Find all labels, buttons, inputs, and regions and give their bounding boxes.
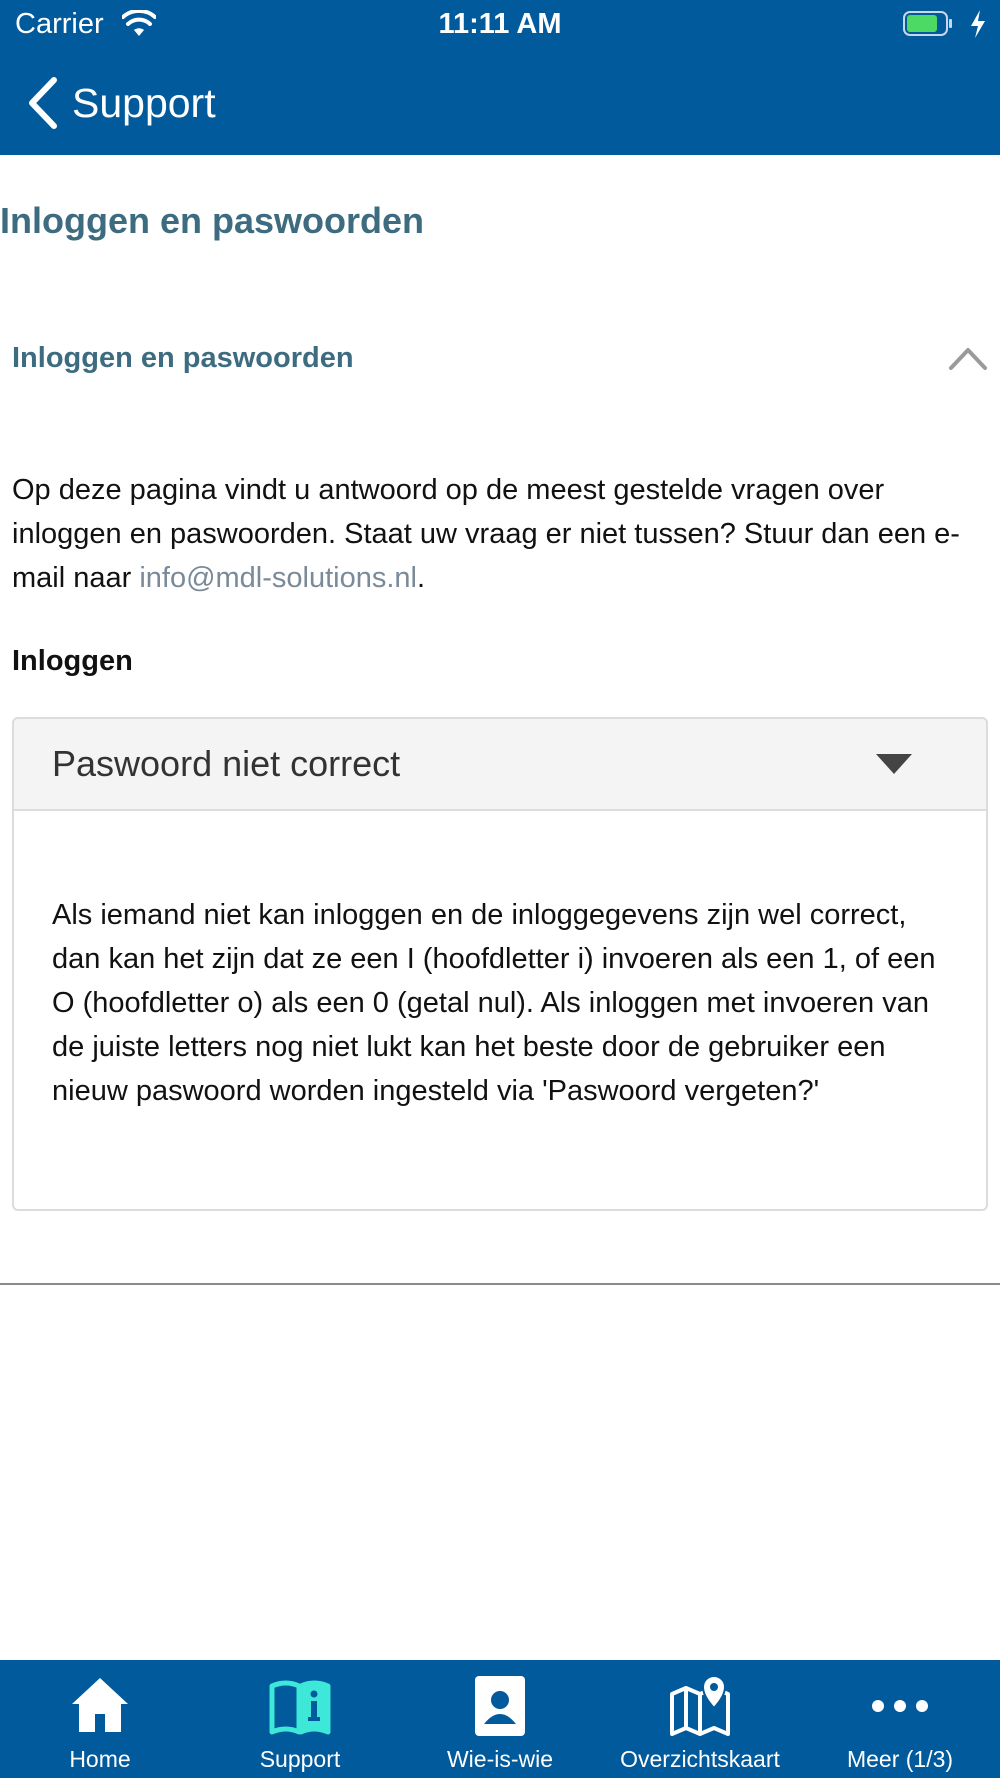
intro-paragraph	[12, 468, 982, 600]
map-pin-icon	[668, 1674, 732, 1738]
section-heading: Inloggen	[12, 645, 133, 677]
charging-icon	[968, 9, 988, 39]
status-time: 11:11 AM	[438, 8, 562, 40]
page-title: Inloggen en paswoorden	[0, 200, 425, 241]
battery-icon	[903, 11, 953, 36]
tab-bar	[0, 1660, 1000, 1778]
tab-home[interactable]	[0, 1660, 200, 1778]
chevron-left-icon	[26, 76, 60, 130]
book-info-icon	[268, 1674, 332, 1738]
tab-label: Overzichtskaart	[620, 1746, 780, 1772]
tab-label: Meer (1/3)	[846, 1746, 954, 1772]
faq-question-toggle[interactable]	[14, 719, 986, 811]
back-label: Support	[72, 79, 216, 126]
faq-panel	[12, 717, 988, 1211]
carrier-label: Carrier	[15, 8, 104, 40]
faq-answer: Als iemand niet kan inloggen en de inloggegevens zijn wel correct, dan kan het zijn dat ze een I (hoofdletter i) invoeren als een 1, of een O (hoofdletter o) als een 0 (getal nul). Als inloggen met invoeren van de juiste letters nog niet lukt kan het beste door de gebruiker een nieuw paswoord worden ingesteld via 'Paswoord vergeten?'	[52, 899, 936, 1107]
intro-end: .	[417, 562, 426, 594]
tab-label: Support	[259, 1746, 341, 1772]
accordion-title: Inloggen en paswoorden	[12, 341, 354, 374]
top-bar	[0, 0, 1000, 155]
intro-text: Op deze pagina vindt u antwoord op de meest gestelde vragen over inloggen en paswoorden. Staat uw vraag er niet tussen? Stuur dan een e-mail naar	[12, 474, 960, 594]
chevron-up-icon	[948, 345, 988, 371]
caret-down-icon	[876, 754, 912, 774]
divider	[0, 1283, 1000, 1285]
person-card-icon	[468, 1674, 532, 1738]
faq-question: Paswoord niet correct	[52, 743, 401, 784]
status-bar	[0, 0, 1000, 52]
more-dots-icon	[868, 1674, 932, 1738]
tab-label: Wie-is-wie	[446, 1746, 554, 1772]
tab-meer[interactable]	[800, 1660, 1000, 1778]
tab-overzichtskaart[interactable]	[600, 1660, 800, 1778]
accordion-header[interactable]	[12, 330, 990, 386]
email-link[interactable]: info@mdl-solutions.nl	[139, 562, 417, 594]
tab-label: Home	[69, 1746, 131, 1772]
tab-support[interactable]	[200, 1660, 400, 1778]
tab-wie-is-wie[interactable]	[400, 1660, 600, 1778]
back-button[interactable]	[26, 74, 216, 132]
home-icon	[68, 1674, 132, 1738]
